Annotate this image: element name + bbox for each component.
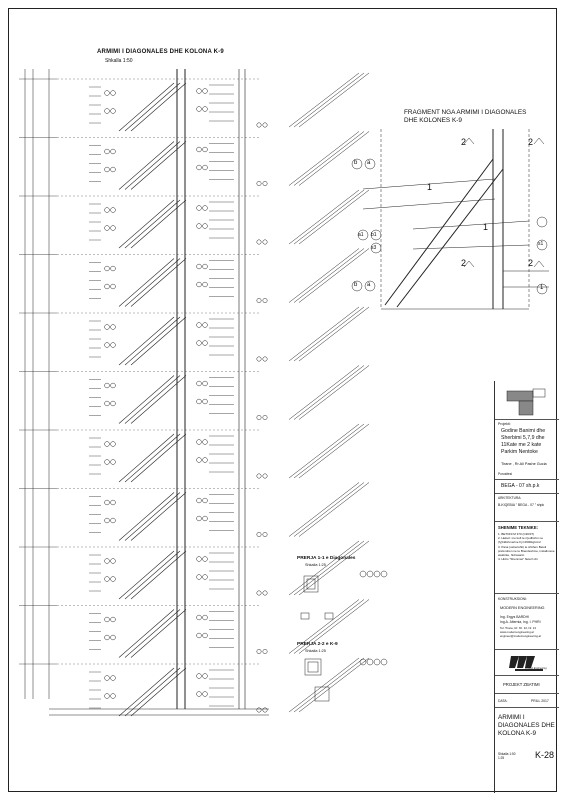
section-1-scale: Shkalla 1:25: [305, 563, 326, 567]
rebar-bubble-label: 1: [540, 285, 544, 291]
cut-label: 2: [528, 137, 534, 147]
main-drawing-scale: Shkalla 1:50: [105, 58, 133, 64]
sheet-number: K-28: [535, 750, 555, 760]
building-key-plan: [505, 387, 549, 417]
project-phase: PROJEKT ZBATIMI: [503, 682, 540, 687]
project-location: Tirane , Rr.Ali Pashe Gucia: [501, 462, 547, 466]
construction-label: KONSTRUKSIONI:: [498, 597, 528, 601]
architecture-section: [495, 493, 559, 521]
project-line: Godine Banimi dhe: [501, 428, 546, 434]
note-line: 2. Hekuri: me kufi te rrjedhshm ne: [498, 536, 544, 541]
project-line: Parkim Nentoke: [501, 449, 538, 455]
rebar-bubble-label: b1: [371, 232, 377, 238]
rebar-bubble-label: a: [367, 160, 371, 166]
fragment-title-line2: DHE KOLONES K-9: [404, 117, 462, 124]
sheet-title-line: DIAGONALES DHE: [498, 722, 555, 729]
cut-label: 2: [461, 258, 467, 268]
project-name: [501, 428, 545, 456]
investor-section: [495, 479, 559, 493]
project-line: Sherbimi 5,7,9 dhe: [501, 435, 545, 441]
company-logo-section: [495, 649, 559, 675]
cut-label: 1: [427, 182, 433, 192]
investor-name: BEGA - 07 sh.p.k: [501, 483, 540, 489]
investor-label: Porositesi: [498, 472, 512, 476]
date-value: PRILL 2017: [531, 699, 549, 703]
address-line: Tel: Tirane, Rr. Xh. 32, Nr. 13: [500, 626, 536, 630]
notes-list: [498, 532, 555, 561]
scale-line: 1:25: [498, 756, 505, 760]
phase-section: [495, 675, 559, 693]
sheet-title-line: KOLONA K-9: [498, 730, 537, 737]
project-label: Projekti:: [498, 422, 511, 426]
note-line: preferohen ne te Brendeshme, instalimeve: [498, 548, 555, 553]
engineer-name: Ing. Ergys BARDHI: [500, 615, 530, 619]
structural-drawing: [9, 9, 558, 793]
rebar-bubble-label: b: [354, 160, 358, 166]
section-2-scale: Shkalla 1:25: [305, 649, 326, 653]
logo-text: Modern Engineering: [525, 667, 547, 670]
scale-line: Shkalla 1:50: [498, 752, 516, 756]
drawing-sheet: [8, 8, 557, 792]
address-line: engineer@modernengineering.al: [500, 633, 541, 638]
main-drawing-title: ARMIMI I DIAGONALES DHE KOLONA K-9: [97, 49, 224, 55]
rebar-bubble-label: s1: [538, 241, 544, 247]
cut-label: 2: [461, 137, 467, 147]
project-section: [495, 419, 559, 479]
project-line: 11Kate me 2 kate: [501, 442, 542, 448]
note-line: 3. Pana (veberishti) te shtihen Betoli: [498, 544, 547, 549]
rebar-bubble-label: a1: [358, 232, 364, 238]
note-line: (fy)Ndshmerine Fy=4900kg/cm2: [498, 540, 541, 545]
rebar-bubble-label: a: [367, 282, 371, 288]
section-2-title: PRERJA 2-2 e K-9: [297, 642, 338, 647]
fragment-title-line1: FRAGMENT NGA ARMIMI I DIAGONALES: [404, 109, 527, 116]
note-line: elektrike, hidrosanit.: [498, 553, 525, 558]
date-section: [495, 693, 559, 707]
notes-title: SHENIME TEKNIKE:: [498, 525, 539, 530]
note-line: 4. Hidro "Shenimet" fleta K-01: [498, 557, 538, 562]
sheet-title-line: ARMIMI I: [498, 714, 525, 721]
date-label: DATA:: [498, 699, 508, 703]
company-name: MODERN ENGINEERING: [500, 606, 545, 610]
rebar-bubble-label: s3: [371, 245, 377, 251]
fragment-title: [404, 109, 526, 125]
title-block: [494, 381, 558, 793]
engineers: [500, 615, 541, 624]
construction-section: [495, 593, 559, 649]
sheet-title-section: [495, 707, 559, 765]
sheet-title: [498, 714, 555, 738]
company-address: [500, 627, 541, 638]
note-line: 1. BETONI M 370 (C30/37): [498, 532, 535, 536]
architecture-firm: B-KIQEBIA " BEGA - 07 " shpk: [498, 503, 545, 507]
section-1-title: PRERJA 1-1 e Diagonales: [297, 556, 356, 561]
sheet-scale: [498, 752, 516, 760]
cut-label: 2: [528, 258, 534, 268]
technical-notes: [495, 521, 559, 593]
address-line: www.modernengineering.al: [500, 629, 534, 634]
cut-label: 1: [483, 222, 489, 232]
architecture-label: ARKITEKTURA:: [498, 496, 522, 500]
engineer-name: Ing.A. Alternia, Ing. I. PHRI: [500, 619, 541, 624]
rebar-bubble-label: b: [354, 282, 358, 288]
